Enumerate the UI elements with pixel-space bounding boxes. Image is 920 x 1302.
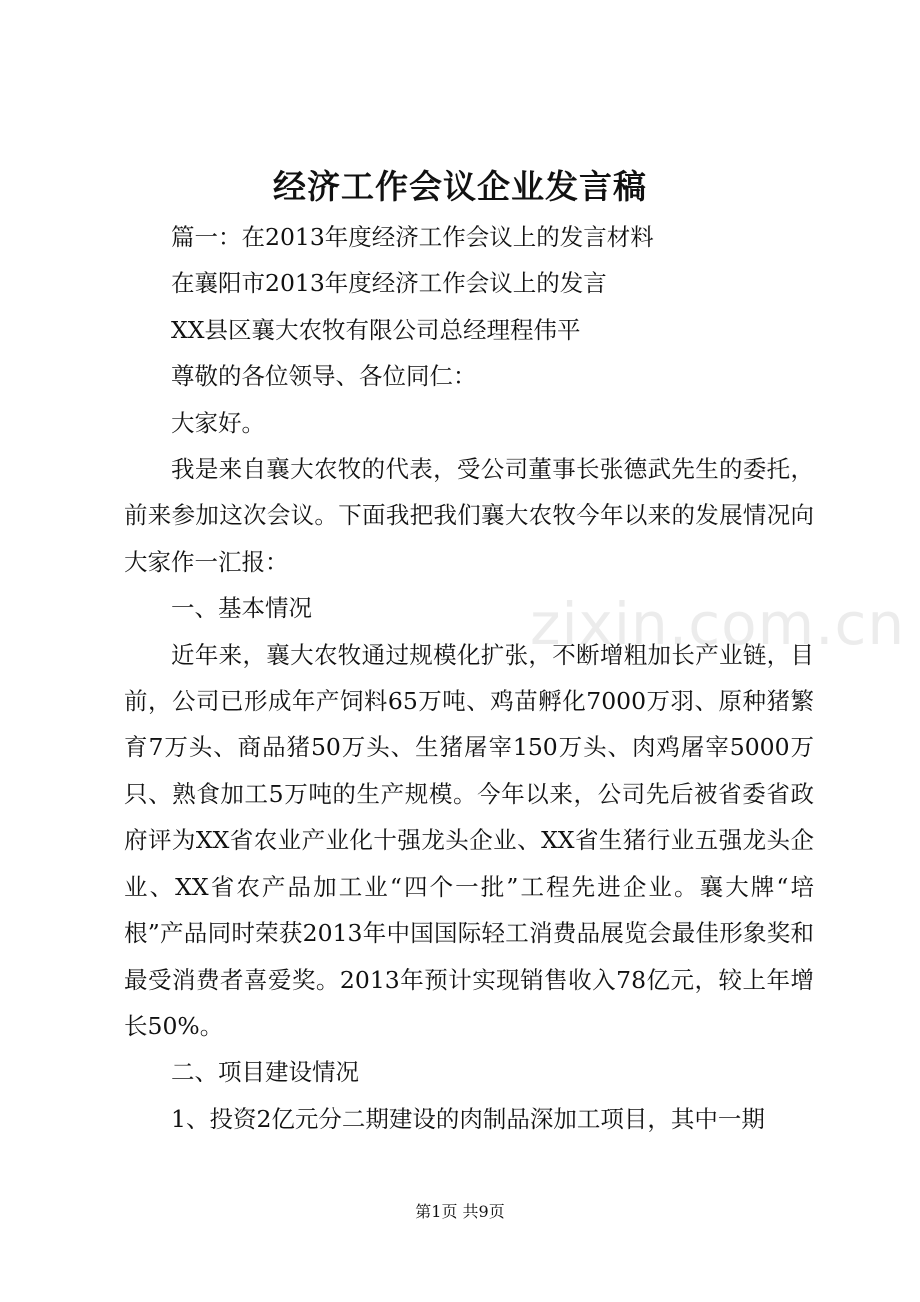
- paragraph: 篇一：在2013年度经济工作会议上的发言材料: [171, 223, 654, 251]
- page-footer: 第1页 共9页: [415, 1202, 505, 1221]
- document-body: [124, 214, 814, 1142]
- paragraph: 尊敬的各位领导、各位同仁：: [171, 362, 477, 391]
- paragraph: 大家好。: [171, 408, 265, 437]
- paragraph: XX县区襄大农牧有限公司总经理程伟平: [171, 315, 581, 344]
- document-title: 经济工作会议企业发言稿: [273, 167, 647, 206]
- watermark: zixin.com.cn: [530, 590, 906, 658]
- paragraph: 1、投资2亿元分二期建设的肉制品深加工项目，其中一期: [171, 1104, 765, 1133]
- paragraph: 近年来，襄大农牧通过规模化扩张，不断增粗加长产业链，目前，公司已形成年产饲料65万吨、鸡苗孵化7000万羽、原种猪繁育7万头、商品猪50万头、生猪屠宰150万头、肉鸡屠宰5000万只、熟食加工5万吨的生产规模。今年以来，公司先后被省委省政府评为XX省农业产业化十强龙头企业、XX省生猪行业五强龙头企业、XX省农产品加工业“四个一批”工程先进企业。襄大牌“培根”产品同时荣获2013年中国国际轻工消费品展览会最佳形象奖和最受消费者喜爱奖。2013年预计实现销售收入78亿元，较上年增长50%。: [124, 640, 814, 1040]
- paragraph: 一、基本情况: [171, 594, 312, 623]
- paragraph: 在襄阳市2013年度经济工作会议上的发言: [171, 269, 607, 298]
- paragraph: 我是来自襄大农牧的代表，受公司董事长张德武先生的委托，前来参加这次会议。下面我把我们襄大农牧今年以来的发展情况向大家作一汇报：: [124, 455, 814, 576]
- paragraph: 二、项目建设情况: [171, 1058, 359, 1087]
